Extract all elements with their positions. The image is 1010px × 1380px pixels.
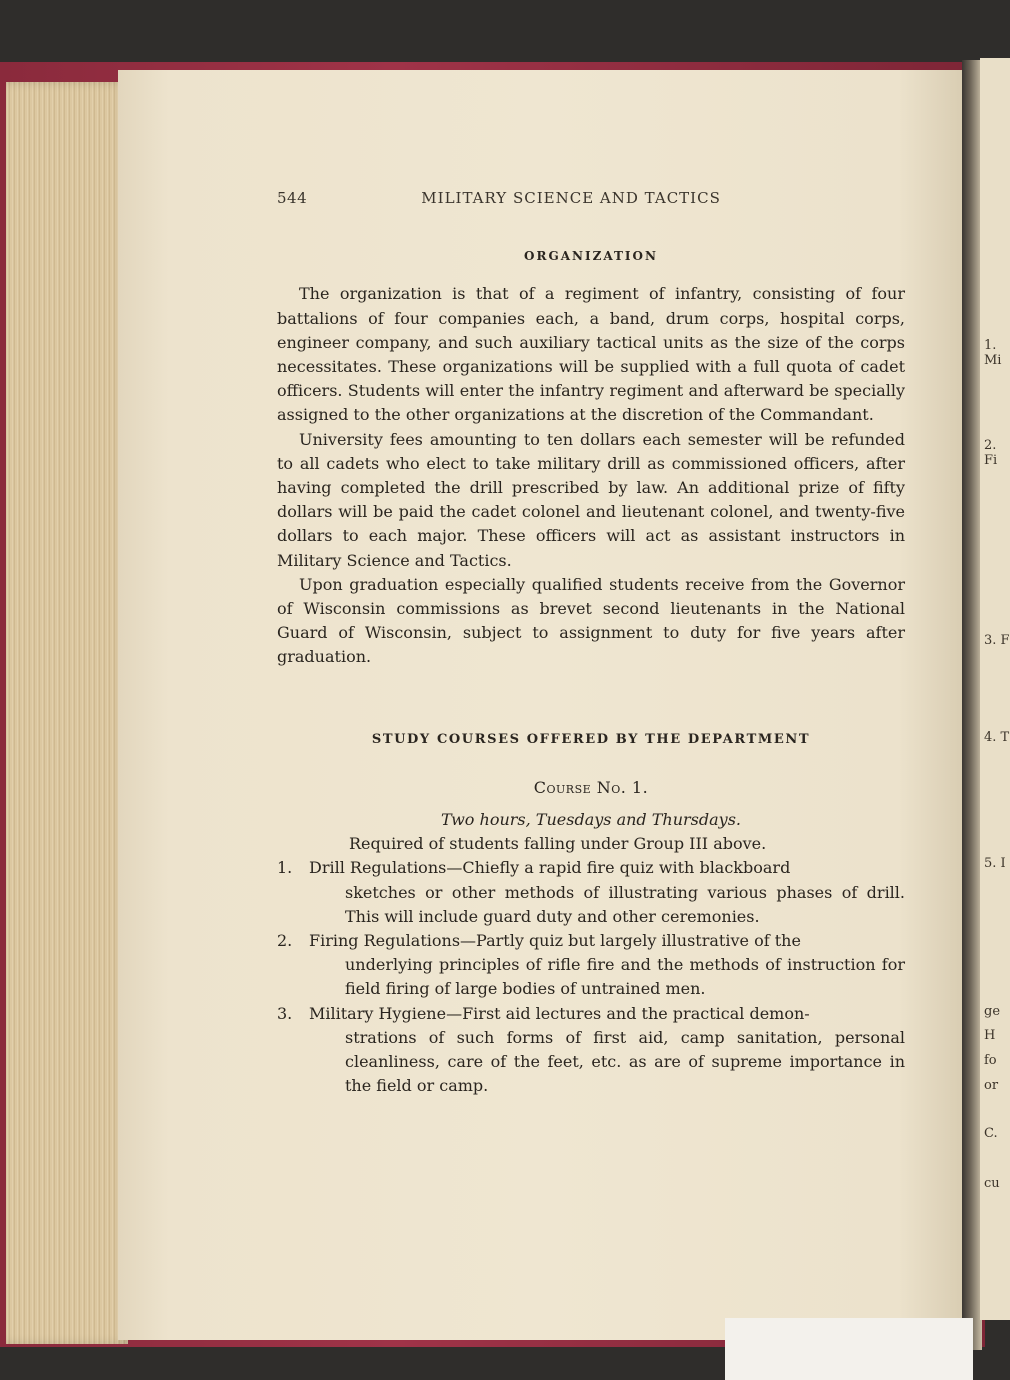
next-page-fragment: H bbox=[984, 1028, 996, 1043]
page-edges bbox=[6, 82, 128, 1344]
list-item-rest: strations of such forms of first aid, camp sanitation, personal cleanliness, care of the feet, etc. as are of supreme importance in the field or camp. bbox=[345, 1027, 905, 1096]
next-page-fragment: cu bbox=[984, 1176, 1000, 1191]
list-item-first-line: Firing Regulations—Partly quiz but largely illustrative of the bbox=[309, 931, 801, 951]
list-item-rest: underlying principles of rifle fire and the methods of instruction for field firing of large bodies of untrained men. bbox=[345, 955, 905, 999]
next-page-fragment: fo bbox=[984, 1053, 997, 1068]
list-item-rest: sketches or other methods of illustrating various phases of drill. This will include guard duty and other ceremonies. bbox=[345, 882, 905, 926]
next-page-fragment: C. bbox=[984, 1126, 998, 1141]
list-item bbox=[277, 929, 905, 1002]
list-item-first-line: Drill Regulations—Chiefly a rapid fire quiz with blackboard bbox=[309, 858, 791, 878]
next-page-edge bbox=[980, 58, 1010, 1320]
course-title: Course No. 1. bbox=[533, 777, 649, 797]
next-page-fragment: 4. T bbox=[984, 730, 1010, 745]
course-schedule: Two hours, Tuesdays and Thursdays. bbox=[441, 810, 741, 830]
list-item bbox=[277, 1002, 905, 1099]
course-requirement: Required of students falling under Group III above. bbox=[349, 834, 767, 854]
running-head bbox=[277, 186, 905, 210]
next-page-fragment: or bbox=[984, 1078, 999, 1093]
paragraph: University fees amounting to ten dollars each semester will be refunded to all cadets who elect to take military drill as commissioned officers, after having completed the drill prescribed by law. An additional prize of fifty dollars will be paid the cadet colonel and lieutenant colonel, and twenty-five dollars to each major. These officers will act as assistant instructors in Military Science and Tactics. bbox=[277, 429, 905, 570]
paper-slip bbox=[725, 1318, 973, 1380]
list-item-first-line: Military Hygiene—First aid lectures and the practical demon- bbox=[309, 1003, 810, 1023]
page-number: 544 bbox=[277, 189, 308, 207]
next-page-fragment: 1. Mi bbox=[984, 338, 1002, 368]
list-number: 2. bbox=[277, 931, 293, 951]
organization-heading: ORGANIZATION bbox=[524, 249, 658, 264]
next-page-fragment: ge bbox=[984, 1004, 1001, 1019]
page-text bbox=[277, 180, 905, 1099]
paragraph: The organization is that of a regiment of infantry, consisting of four battalions of four companies each, a band, drum corps, hospital corps, engineer company, and such auxiliary tactical units as the size of the corps necessitates. These organizations will be supplied with a full quota of cadet officers. Students will enter the infantry regiment and afterward be specially assigned to the other organizations at the discretion of the Commandant. bbox=[277, 284, 905, 425]
course-topics-list bbox=[277, 856, 905, 1098]
next-page-fragment: 5. I bbox=[984, 856, 1006, 871]
next-page-fragment: 2. Fi bbox=[984, 438, 998, 468]
list-number: 3. bbox=[277, 1003, 293, 1023]
paragraph: Upon graduation especially qualified students receive from the Governor of Wisconsin commissions as brevet second lieutenants in the National Guard of Wisconsin, subject to assignment to duty for five years after graduation. bbox=[277, 574, 905, 667]
list-item bbox=[277, 856, 905, 929]
next-page-fragment: 3. F bbox=[984, 633, 1010, 648]
study-courses-heading: STUDY COURSES OFFERED BY THE DEPARTMENT bbox=[371, 731, 811, 747]
running-title: MILITARY SCIENCE AND TACTICS bbox=[421, 189, 721, 207]
list-number: 1. bbox=[277, 858, 293, 878]
book-gutter bbox=[962, 60, 982, 1350]
